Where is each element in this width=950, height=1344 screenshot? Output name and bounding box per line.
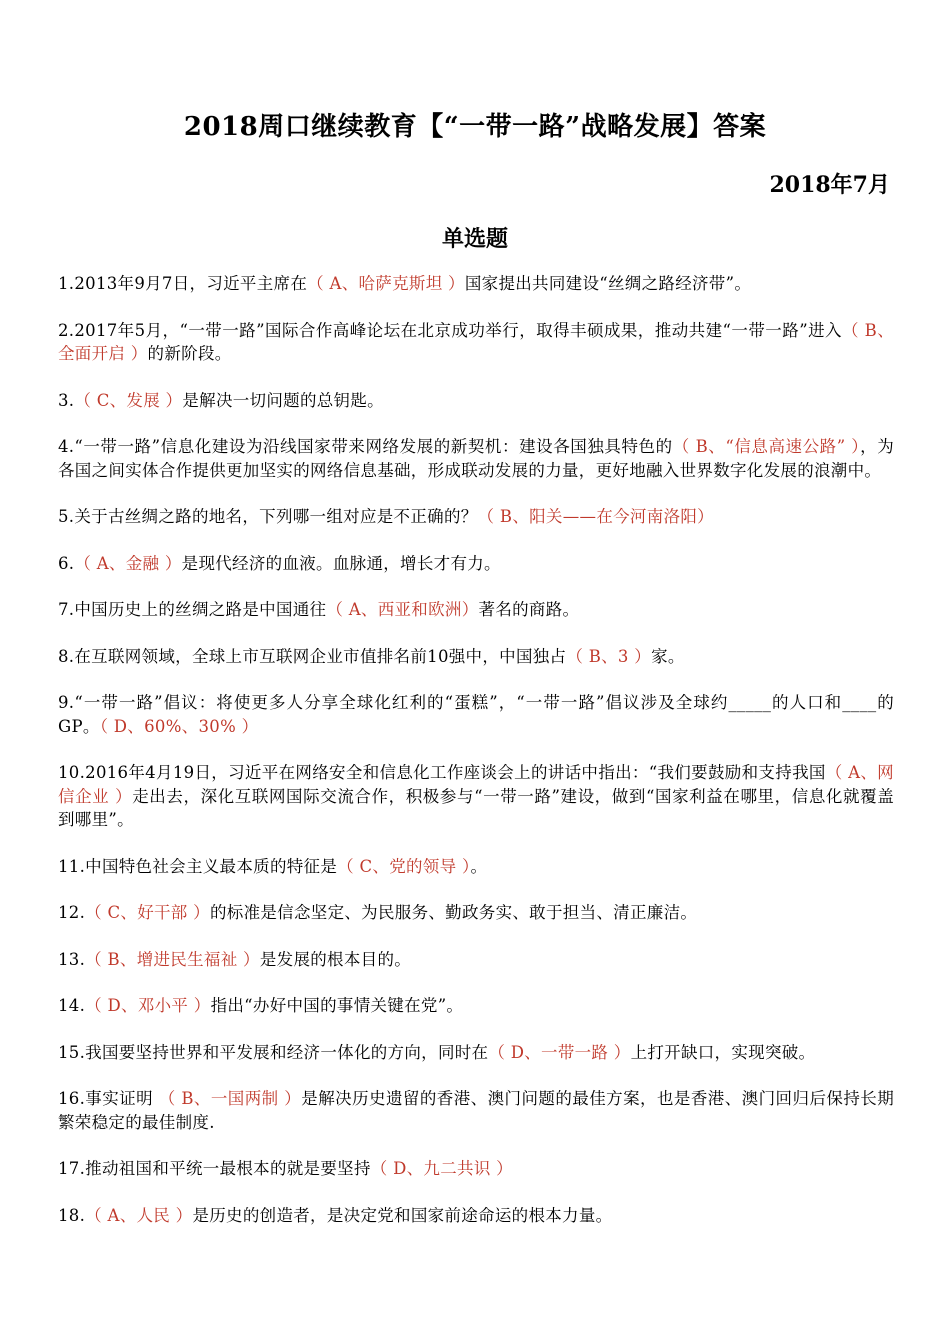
answer-text: （ C、发展 ）: [74, 390, 183, 410]
answer-text: （ B、一国两制 ）: [158, 1089, 302, 1108]
question-text-tail: 是历史的创造者，是决定党和国家前途命运的根本力量。: [192, 1205, 613, 1225]
question-item: [58, 319, 894, 366]
section-title: 单选题: [441, 227, 508, 252]
question-text: 5.关于古丝绸之路的地名，下列哪一组对应是不正确的？: [58, 507, 478, 526]
question-item: [58, 761, 894, 832]
answer-text: （ D、邓小平 ）: [85, 996, 211, 1015]
question-item: [58, 691, 894, 738]
question-text-tail: 是解决历史遗留的香港、澳门问题的最佳方案，也是香港、澳门回归后保持长期繁荣稳定的最佳制度.: [58, 1089, 894, 1132]
answer-text: （ A、人民 ）: [85, 1205, 193, 1225]
question-text: 11.中国特色社会主义最本质的特征是: [58, 856, 338, 876]
question-text-tail: 是发展的根本目的。: [259, 949, 412, 969]
document-date: 2018年7月: [769, 172, 890, 198]
question-text-tail: 是解决一切问题的总钥匙。: [182, 390, 384, 410]
question-item: [58, 598, 894, 622]
question-item: [58, 1157, 894, 1181]
answer-text: （ C、党的领导 ）: [337, 856, 471, 876]
question-item: [58, 994, 894, 1018]
question-item: [58, 855, 894, 879]
question-text: 2.2017年5月，“一带一路”国际合作高峰论坛在北京成功举行，取得丰硕成果，推动共建“一带一路”进入: [58, 320, 842, 340]
question-item: [58, 552, 894, 576]
question-text-tail: 走出去，深化互联网国际交流合作，积极参与“一带一路”建设，做到“国家利益在哪里，信息化就覆盖到哪里”。: [58, 786, 895, 829]
question-item: [58, 948, 894, 972]
answer-text: （ B、“信息高速公路” ）: [672, 437, 861, 456]
question-text: 9.“一带一路”倡议：将使更多人分享全球化红利的“蛋糕”，“一带一路”倡议涉及全球约_____的人口和____的GP。: [58, 693, 894, 736]
question-text-tail: 是现代经济的血液。血脉通，增长才有力。: [181, 553, 501, 573]
question-text: 10.2016年4月19日，习近平在网络安全和信息化工作座谈会上的讲话中指出：“我们要鼓励和支持我国: [58, 763, 826, 782]
question-text: 4.“一带一路”信息化建设为沿线国家带来网络发展的新契机：建设各国独具特色的: [58, 437, 673, 456]
question-text-tail: 的新阶段。: [147, 344, 232, 363]
answer-text: （ A、金融 ）: [74, 553, 182, 573]
question-text: 18.: [58, 1205, 86, 1225]
question-text: 17.推动祖国和平统一最根本的就是要坚持: [58, 1159, 371, 1178]
question-text-tail: 国家提出共同建设“丝绸之路经济带”。: [464, 274, 752, 293]
answer-text: （ B、阳关——在今河南洛阳）: [477, 507, 714, 526]
question-text-tail: 著名的商路。: [478, 600, 580, 619]
question-list: [58, 272, 894, 1250]
question-text: 6.: [58, 553, 75, 573]
answer-text: （ A、哈萨克斯坦 ）: [307, 274, 465, 293]
answer-text: （ A、网信企业 ）: [58, 763, 894, 806]
question-item: [58, 435, 894, 482]
question-item: [58, 1087, 894, 1134]
question-text-tail: ，为各国之间实体合作提供更加坚实的网络信息基础，形成联动发展的力量，更好地融入世界数字化发展的浪潮中。: [58, 437, 894, 480]
answer-text: （ B、增进民生福祉 ）: [85, 949, 260, 969]
question-text: 8.在互联网领域，全球上市互联网企业市值排名前10强中，中国独占: [58, 646, 567, 666]
question-text: 13.: [58, 949, 86, 969]
question-item: [58, 645, 894, 669]
answer-text: （ A、西亚和欧洲）: [326, 600, 479, 619]
answer-text: （ B、3 ）: [566, 646, 652, 666]
question-text-tail: 的标准是信念坚定、为民服务、勤政务实、敢于担当、清正廉洁。: [209, 903, 698, 922]
question-text: 1.2013年9月7日，习近平主席在: [58, 274, 308, 293]
document-title: 2018周口继续教育【“一带一路”战略发展】答案: [183, 112, 767, 142]
answer-text: （ B、全面开启 ）: [58, 320, 894, 363]
question-text-tail: 指出“办好中国的事情关键在党”。: [210, 996, 464, 1015]
question-item: [58, 901, 894, 925]
question-item: [58, 389, 894, 413]
question-text: 7.中国历史上的丝绸之路是中国通往: [58, 600, 327, 619]
question-item: [58, 1041, 894, 1065]
question-text-tail: 。: [470, 856, 488, 876]
question-text: 14.: [58, 996, 86, 1015]
question-text: 12.: [58, 903, 86, 922]
answer-text: （ D、九二共识 ）: [370, 1159, 513, 1178]
answer-text: （ D、60%、30% ）: [99, 716, 259, 736]
question-text: 3.: [58, 390, 75, 410]
question-item: [58, 272, 894, 296]
question-text: 15.我国要坚持世界和平发展和经济一体化的方向，同时在: [58, 1042, 489, 1062]
question-text: 16.事实证明: [58, 1089, 159, 1108]
question-item: [58, 1204, 894, 1228]
question-item: [58, 505, 894, 529]
question-text-tail: 家。: [651, 646, 685, 666]
question-text-tail: 上打开缺口，实现突破。: [630, 1042, 816, 1062]
answer-text: （ D、一带一路 ）: [488, 1042, 631, 1062]
answer-text: （ C、好干部 ）: [85, 903, 210, 922]
